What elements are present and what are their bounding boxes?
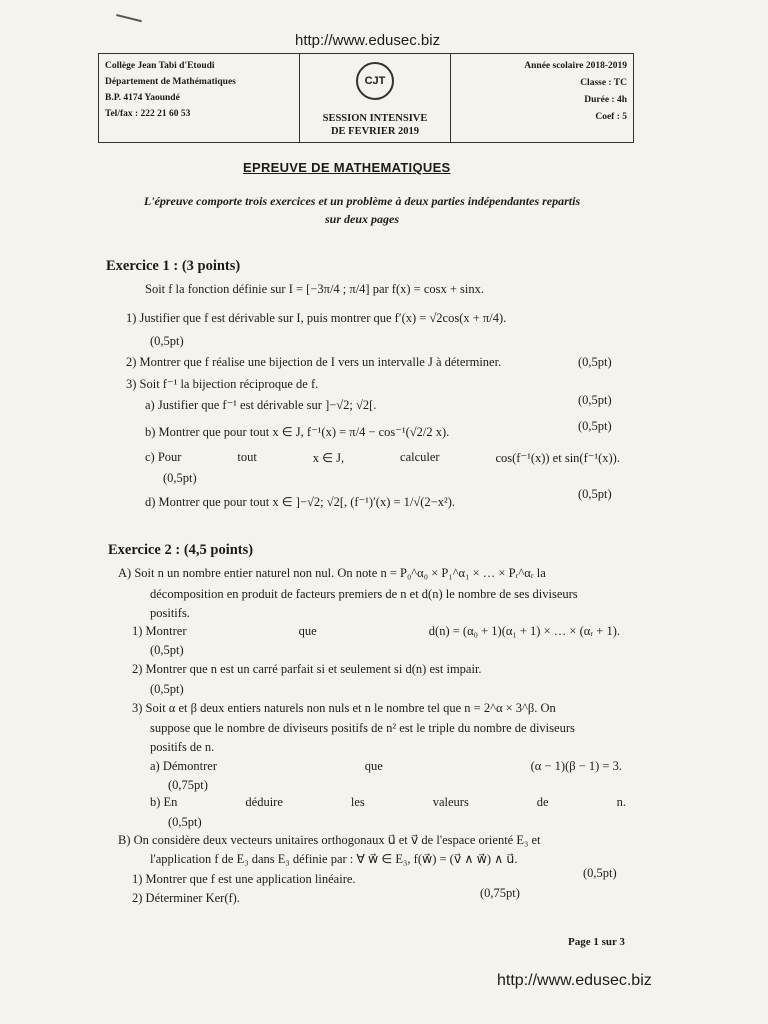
ex2-q3b-word-5: de <box>536 795 549 809</box>
ex2-q3b-word-3: les <box>350 795 365 809</box>
postal-box: B.P. 4174 Yaoundé <box>105 93 180 103</box>
exam-info <box>451 54 633 142</box>
ex1-question-3a: a) Justifier que f⁻¹ est dérivable sur ]−√2; √2[. <box>145 398 377 412</box>
exam-intro <box>102 192 622 228</box>
department-name: Département de Mathématiques <box>105 77 236 87</box>
ex1-question-2: 2) Montrer que f réalise une bijection de I vers un intervalle J à déterminer. <box>126 355 502 369</box>
ex1-q3b-points: (0,5pt) <box>578 419 612 433</box>
duration-label: Durée : 4h <box>584 95 627 105</box>
ex1-question-3d: d) Montrer que pour tout x ∈ ]−√2; √2[, (f⁻¹)′(x) = 1/√(2−x²). <box>145 495 456 509</box>
ex2-part-a-line-3: positifs. <box>150 606 190 620</box>
intro-line-1: L'épreuve comporte trois exercices et un problème à deux parties indépendantes repartis <box>143 194 581 208</box>
ex2-part-b-question-1: 1) Montrer que f est une application linéaire. <box>132 872 356 886</box>
ex1-question-3b: b) Montrer que pour tout x ∈ J, f⁻¹(x) = π/4 − cos⁻¹(√2/2 x). <box>145 425 450 439</box>
ex2-question-3a <box>150 759 622 774</box>
ex2-q3b-word-6: n. <box>616 795 626 809</box>
exercise-1-heading: Exercice 1 : (3 points) <box>106 258 241 274</box>
ex2-question-1 <box>132 624 620 639</box>
ex2-part-b-line-1: B) On considère deux vecteurs unitaires orthogonaux u⃗ et v⃗ de l'espace orienté E₃ et <box>118 833 541 847</box>
ex1-q3c-points: (0,5pt) <box>163 471 197 485</box>
ex2-q1-word-3: d(n) = (α₀ + 1)(α₁ + 1) × … × (αᵣ + 1). <box>428 624 620 638</box>
ex2-question-3-line-2: suppose que le nombre de diviseurs positifs de n² est le triple du nombre de diviseurs <box>150 721 575 735</box>
exam-title: EPREUVE DE MATHEMATIQUES <box>243 160 451 175</box>
session-title: SESSION INTENSIVE <box>322 113 428 124</box>
ex2-part-a-line-2: décomposition en produit de facteurs premiers de n et d(n) le nombre de ses diviseurs <box>150 587 578 601</box>
ex2-q1-word-1: 1) Montrer <box>132 624 187 638</box>
session-info <box>300 54 451 142</box>
ex1-q2-points: (0,5pt) <box>578 355 612 369</box>
ex1-q3d-points: (0,5pt) <box>578 487 612 501</box>
ex2-q3b-points: (0,5pt) <box>168 815 202 829</box>
ex1-q3a-points: (0,5pt) <box>578 393 612 407</box>
class-label: Classe : TC <box>580 78 627 88</box>
ex1-question-3c <box>145 450 620 466</box>
ex2-q3b-word-4: valeurs <box>432 795 469 809</box>
school-name: Collège Jean Tabi d'Etoudi <box>105 61 215 71</box>
ex1-question-3: 3) Soit f⁻¹ la bijection réciproque de f. <box>126 377 319 391</box>
ex2-question-2: 2) Montrer que n est un carré parfait si et seulement si d(n) est impair. <box>132 662 482 676</box>
ex2-q1-word-2: que <box>298 624 317 638</box>
ex1-q3c-word-5: cos(f⁻¹(x)) et sin(f⁻¹(x)). <box>495 451 620 465</box>
ex2-b1-points: (0,5pt) <box>583 866 617 880</box>
ex2-question-3-line-3: positifs de n. <box>150 740 215 754</box>
ex2-q3b-word-1: b) En <box>150 795 178 809</box>
ex1-q3c-word-4: calculer <box>400 450 440 464</box>
exercise-2-heading: Exercice 2 : (4,5 points) <box>108 542 254 558</box>
ex2-q3a-points: (0,75pt) <box>168 778 208 792</box>
ex1-intro: Soit f la fonction définie sur I = [−3π/4 ; π/4] par f(x) = cosx + sinx. <box>145 282 485 296</box>
ex1-question-1: 1) Justifier que f est dérivable sur I, puis montrer que f′(x) = √2cos(x + π/4). <box>126 311 507 325</box>
ex2-question-3-line-1: 3) Soit α et β deux entiers naturels non nuls et n le nombre tel que n = 2^α × 3^β. On <box>132 701 556 715</box>
bottom-url-link[interactable]: http://www.edusec.biz <box>497 972 652 989</box>
header-box <box>98 53 634 143</box>
school-year: Année scolaire 2018-2019 <box>524 61 627 71</box>
ex2-q2-points: (0,5pt) <box>150 682 184 696</box>
ex2-q3a-word-3: (α − 1)(β − 1) = 3. <box>530 759 622 773</box>
pen-scribble <box>114 14 142 30</box>
school-logo-icon <box>356 62 394 100</box>
ex2-q1-points: (0,5pt) <box>150 643 184 657</box>
ex1-q3c-word-1: c) Pour <box>145 450 182 464</box>
ex1-q3c-word-3: x ∈ J, <box>312 451 345 465</box>
ex1-q3c-word-2: tout <box>237 450 257 464</box>
top-url-link[interactable]: http://www.edusec.biz <box>295 32 441 49</box>
intro-line-2: sur deux pages <box>324 212 399 226</box>
ex2-q3a-word-1: a) Démontrer <box>150 759 217 773</box>
ex2-part-a-line-1: A) Soit n un nombre entier naturel non nul. On note n = P₀^α₀ × P₁^α₁ × … × Pᵣ^αᵣ la <box>118 566 546 580</box>
ex2-q3a-word-2: que <box>364 759 383 773</box>
ex2-question-3b <box>150 795 626 810</box>
ex2-part-b-line-2: l'application f de E₃ dans E₃ définie par : ∀ w⃗ ∈ E₃, f(w⃗) = (v⃗ ∧ w⃗) ∧ u⃗. <box>150 852 518 866</box>
session-date: DE FEVRIER 2019 <box>330 126 420 137</box>
ex2-b2-points: (0,75pt) <box>480 886 520 900</box>
school-info <box>99 54 300 142</box>
ex2-part-b-question-2: 2) Déterminer Ker(f). <box>132 891 240 905</box>
coefficient-label: Coef : 5 <box>595 112 627 122</box>
ex2-q3b-word-2: déduire <box>245 795 283 809</box>
logo-text: CJT <box>364 75 386 87</box>
page-number: Page 1 sur 3 <box>568 936 625 948</box>
ex1-q1-points: (0,5pt) <box>150 334 184 348</box>
phone-number: Tel/fax : 222 21 60 53 <box>105 109 191 119</box>
